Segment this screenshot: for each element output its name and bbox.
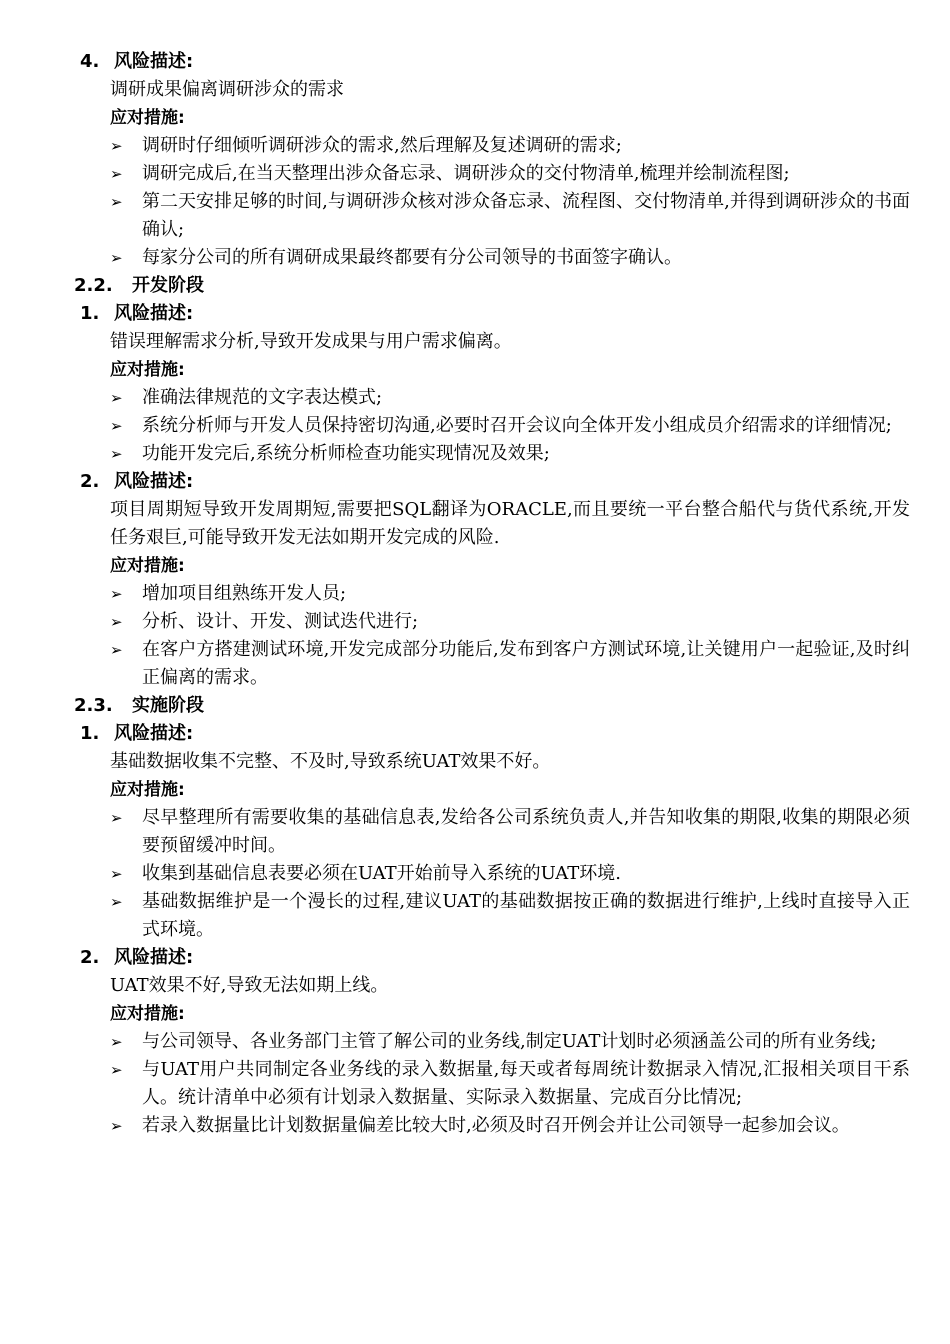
arrow-bullet-icon: ➢ bbox=[110, 865, 123, 883]
measure-text: 调研时仔细倾听调研涉众的需求,然后理解及复述调研的需求; bbox=[142, 135, 622, 156]
section-heading bbox=[74, 692, 910, 720]
arrow-bullet-icon: ➢ bbox=[110, 193, 123, 211]
measure-item bbox=[80, 188, 910, 244]
measure-text: 与公司领导、各业务部门主管了解公司的业务线,制定UAT计划时必须涵盖公司的所有业务线; bbox=[142, 1031, 877, 1052]
measures-label: 应对措施: bbox=[110, 360, 185, 380]
risk-heading-label: 风险描述: bbox=[114, 51, 194, 72]
arrow-bullet-icon: ➢ bbox=[110, 893, 123, 911]
measure-item bbox=[80, 1028, 910, 1056]
measures-list bbox=[80, 384, 910, 468]
measure-item bbox=[80, 860, 910, 888]
risk-heading bbox=[80, 720, 910, 748]
risk-number: 1. bbox=[80, 723, 100, 744]
risk-description: 调研成果偏离调研涉众的需求 bbox=[110, 79, 344, 100]
measure-text: 在客户方搭建测试环境,开发完成部分功能后,发布到客户方测试环境,让关键用户一起验证,及时纠正偏离的需求。 bbox=[142, 639, 910, 688]
measure-item bbox=[80, 804, 910, 860]
arrow-bullet-icon: ➢ bbox=[110, 613, 123, 631]
risk-description: 基础数据收集不完整、不及时,导致系统UAT效果不好。 bbox=[110, 751, 551, 772]
arrow-bullet-icon: ➢ bbox=[110, 249, 123, 267]
measure-item bbox=[80, 244, 910, 272]
measure-item bbox=[80, 608, 910, 636]
measures-list bbox=[80, 1028, 910, 1140]
measure-text: 增加项目组熟练开发人员; bbox=[142, 583, 347, 604]
measure-text: 准确法律规范的文字表达模式; bbox=[142, 387, 383, 408]
risk-heading-label: 风险描述: bbox=[114, 471, 194, 492]
risk-heading bbox=[80, 468, 910, 496]
measures-label: 应对措施: bbox=[110, 556, 185, 576]
section-heading bbox=[74, 272, 910, 300]
arrow-bullet-icon: ➢ bbox=[110, 417, 123, 435]
measure-item bbox=[80, 160, 910, 188]
risk-heading-label: 风险描述: bbox=[114, 947, 194, 968]
measure-item bbox=[80, 636, 910, 692]
measure-item bbox=[80, 132, 910, 160]
arrow-bullet-icon: ➢ bbox=[110, 445, 123, 463]
measure-text: 若录入数据量比计划数据量偏差比较大时,必须及时召开例会并让公司领导一起参加会议。 bbox=[142, 1115, 850, 1136]
section-number: 2.2. bbox=[74, 275, 113, 296]
risk-number: 1. bbox=[80, 303, 100, 324]
measures-list bbox=[80, 804, 910, 944]
measure-text: 基础数据维护是一个漫长的过程,建议UAT的基础数据按正确的数据进行维护,上线时直接导入正式环境。 bbox=[142, 891, 910, 940]
measure-item bbox=[80, 1056, 910, 1112]
measure-item bbox=[80, 384, 910, 412]
document-page bbox=[74, 48, 910, 1140]
section-title: 开发阶段 bbox=[132, 275, 204, 296]
measure-text: 与UAT用户共同制定各业务线的录入数据量,每天或者每周统计数据录入情况,汇报相关项目干系人。统计清单中必须有计划录入数据量、实际录入数据量、完成百分比情况; bbox=[142, 1059, 910, 1108]
section-number: 2.3. bbox=[74, 695, 113, 716]
risk-number: 2. bbox=[80, 947, 100, 968]
measures-list bbox=[80, 580, 910, 692]
measure-text: 功能开发完后,系统分析师检查功能实现情况及效果; bbox=[142, 443, 550, 464]
arrow-bullet-icon: ➢ bbox=[110, 1033, 123, 1051]
measures-label: 应对措施: bbox=[110, 108, 185, 128]
measures-list bbox=[80, 132, 910, 272]
measure-item bbox=[80, 888, 910, 944]
arrow-bullet-icon: ➢ bbox=[110, 137, 123, 155]
measure-text: 分析、设计、开发、测试迭代进行; bbox=[142, 611, 419, 632]
section-title: 实施阶段 bbox=[132, 695, 204, 716]
measure-text: 第二天安排足够的时间,与调研涉众核对涉众备忘录、流程图、交付物清单,并得到调研涉众的书面确认; bbox=[142, 191, 910, 240]
risk-description: 错误理解需求分析,导致开发成果与用户需求偏离。 bbox=[110, 331, 512, 352]
risk-heading-label: 风险描述: bbox=[114, 723, 194, 744]
arrow-bullet-icon: ➢ bbox=[110, 1117, 123, 1135]
arrow-bullet-icon: ➢ bbox=[110, 165, 123, 183]
measure-text: 系统分析师与开发人员保持密切沟通,必要时召开会议向全体开发小组成员介绍需求的详细情况; bbox=[142, 415, 892, 436]
risk-description: UAT效果不好,导致无法如期上线。 bbox=[110, 975, 389, 996]
arrow-bullet-icon: ➢ bbox=[110, 641, 123, 659]
risk-heading-label: 风险描述: bbox=[114, 303, 194, 324]
risk-heading bbox=[80, 944, 910, 972]
arrow-bullet-icon: ➢ bbox=[110, 1061, 123, 1079]
risk-heading bbox=[80, 300, 910, 328]
measure-text: 收集到基础信息表要必须在UAT开始前导入系统的UAT环境. bbox=[142, 863, 621, 884]
risk-description: 项目周期短导致开发周期短,需要把SQL翻译为ORACLE,而且要统一平台整合船代与货代系统,开发任务艰巨,可能导致开发无法如期开发完成的风险. bbox=[110, 499, 910, 548]
measures-label: 应对措施: bbox=[110, 1004, 185, 1024]
measure-item bbox=[80, 580, 910, 608]
risk-number: 4. bbox=[80, 51, 100, 72]
arrow-bullet-icon: ➢ bbox=[110, 389, 123, 407]
measure-item bbox=[80, 412, 910, 440]
risk-heading bbox=[80, 48, 910, 76]
measures-label: 应对措施: bbox=[110, 780, 185, 800]
measure-item bbox=[80, 440, 910, 468]
risk-number: 2. bbox=[80, 471, 100, 492]
arrow-bullet-icon: ➢ bbox=[110, 809, 123, 827]
measure-text: 每家分公司的所有调研成果最终都要有分公司领导的书面签字确认。 bbox=[142, 247, 682, 268]
measure-item bbox=[80, 1112, 910, 1140]
measure-text: 调研完成后,在当天整理出涉众备忘录、调研涉众的交付物清单,梳理并绘制流程图; bbox=[142, 163, 790, 184]
arrow-bullet-icon: ➢ bbox=[110, 585, 123, 603]
measure-text: 尽早整理所有需要收集的基础信息表,发给各公司系统负责人,并告知收集的期限,收集的期限必须要预留缓冲时间。 bbox=[142, 807, 910, 856]
